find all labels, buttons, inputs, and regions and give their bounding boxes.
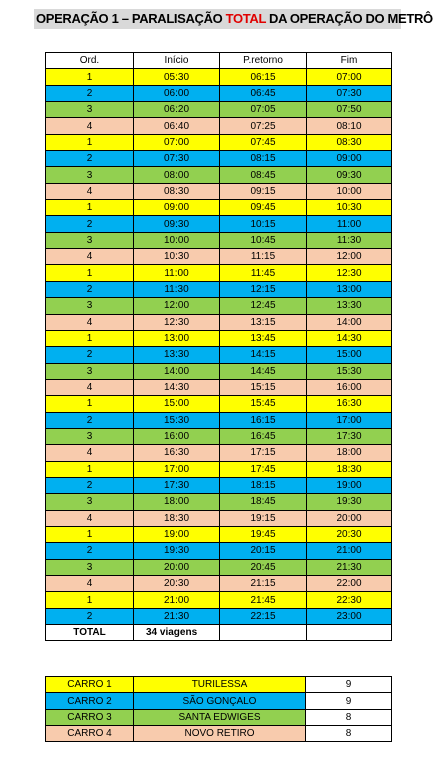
cell-ord: 3 xyxy=(46,298,134,314)
cell-retorno: 15:15 xyxy=(220,379,307,395)
car-name: CARRO 3 xyxy=(46,709,134,725)
cell-inicio: 17:30 xyxy=(134,477,220,493)
table-row xyxy=(46,102,392,118)
car-location: SANTA EDWIGES xyxy=(134,709,306,725)
empty-cell xyxy=(307,625,392,641)
cell-retorno: 22:15 xyxy=(220,608,307,624)
table-row xyxy=(46,576,392,592)
cell-inicio: 16:30 xyxy=(134,445,220,461)
cell-inicio: 06:00 xyxy=(134,85,220,101)
cell-inicio: 11:30 xyxy=(134,281,220,297)
cell-retorno: 06:45 xyxy=(220,85,307,101)
cell-retorno: 14:15 xyxy=(220,347,307,363)
table-row xyxy=(46,412,392,428)
cell-fim: 15:30 xyxy=(307,363,392,379)
cell-fim: 13:00 xyxy=(307,281,392,297)
cell-retorno: 21:15 xyxy=(220,576,307,592)
page-title xyxy=(34,9,433,29)
table-row xyxy=(46,69,392,85)
cell-inicio: 06:20 xyxy=(134,102,220,118)
cell-retorno: 10:45 xyxy=(220,232,307,248)
cell-fim: 18:00 xyxy=(307,445,392,461)
cell-retorno: 18:45 xyxy=(220,494,307,510)
table-row xyxy=(46,477,392,493)
table-row xyxy=(46,608,392,624)
cell-fim: 21:30 xyxy=(307,559,392,575)
cell-fim: 07:50 xyxy=(307,102,392,118)
cell-fim: 09:30 xyxy=(307,167,392,183)
table-row xyxy=(46,363,392,379)
cell-fim: 20:30 xyxy=(307,526,392,542)
cell-inicio: 20:00 xyxy=(134,559,220,575)
cell-ord: 4 xyxy=(46,510,134,526)
cell-inicio: 14:30 xyxy=(134,379,220,395)
table-row xyxy=(46,347,392,363)
cell-inicio: 16:00 xyxy=(134,428,220,444)
cell-inicio: 20:30 xyxy=(134,576,220,592)
table-row xyxy=(46,183,392,199)
cars-table xyxy=(45,676,392,742)
cell-fim: 17:00 xyxy=(307,412,392,428)
car-trip-count: 8 xyxy=(306,709,392,725)
table-row xyxy=(46,249,392,265)
table-row xyxy=(46,526,392,542)
header-inicio: Início xyxy=(134,53,220,69)
cell-fim: 14:30 xyxy=(307,330,392,346)
title-highlight: TOTAL xyxy=(225,11,266,26)
cell-inicio: 06:40 xyxy=(134,118,220,134)
total-label: TOTAL xyxy=(46,625,134,641)
table-row xyxy=(46,216,392,232)
cell-retorno: 08:15 xyxy=(220,151,307,167)
cell-ord: 3 xyxy=(46,559,134,575)
table-row xyxy=(46,592,392,608)
cell-ord: 1 xyxy=(46,461,134,477)
table-row xyxy=(46,281,392,297)
cell-fim: 07:00 xyxy=(307,69,392,85)
table-row xyxy=(46,118,392,134)
cell-inicio: 17:00 xyxy=(134,461,220,477)
cell-fim: 12:00 xyxy=(307,249,392,265)
table-row xyxy=(46,396,392,412)
cell-ord: 2 xyxy=(46,216,134,232)
cell-ord: 4 xyxy=(46,445,134,461)
cell-inicio: 19:00 xyxy=(134,526,220,542)
cell-ord: 4 xyxy=(46,379,134,395)
cell-fim: 10:30 xyxy=(307,200,392,216)
empty-cell xyxy=(220,625,307,641)
cell-ord: 1 xyxy=(46,200,134,216)
cell-fim: 11:00 xyxy=(307,216,392,232)
table-row xyxy=(46,379,392,395)
cell-fim: 21:00 xyxy=(307,543,392,559)
table-row xyxy=(46,298,392,314)
car-row xyxy=(46,677,392,693)
cell-ord: 4 xyxy=(46,183,134,199)
cell-retorno: 20:15 xyxy=(220,543,307,559)
cell-retorno: 08:45 xyxy=(220,167,307,183)
cell-ord: 1 xyxy=(46,265,134,281)
car-trip-count: 9 xyxy=(306,693,392,709)
cell-ord: 4 xyxy=(46,576,134,592)
cell-ord: 1 xyxy=(46,396,134,412)
cell-ord: 2 xyxy=(46,608,134,624)
table-row xyxy=(46,543,392,559)
cell-ord: 2 xyxy=(46,543,134,559)
cell-ord: 3 xyxy=(46,102,134,118)
table-row xyxy=(46,200,392,216)
car-row xyxy=(46,693,392,709)
car-trip-count: 9 xyxy=(306,677,392,693)
cell-fim: 08:10 xyxy=(307,118,392,134)
cell-inicio: 11:00 xyxy=(134,265,220,281)
table-row xyxy=(46,330,392,346)
cell-retorno: 14:45 xyxy=(220,363,307,379)
table-row xyxy=(46,428,392,444)
table-row xyxy=(46,461,392,477)
cell-ord: 3 xyxy=(46,428,134,444)
cell-retorno: 13:45 xyxy=(220,330,307,346)
table-row xyxy=(46,314,392,330)
cell-ord: 1 xyxy=(46,69,134,85)
cell-ord: 1 xyxy=(46,592,134,608)
total-value: 34 viagens xyxy=(134,625,220,641)
table-row xyxy=(46,510,392,526)
cell-retorno: 17:15 xyxy=(220,445,307,461)
car-trip-count: 8 xyxy=(306,726,392,742)
table-row xyxy=(46,232,392,248)
cell-inicio: 07:30 xyxy=(134,151,220,167)
cell-ord: 3 xyxy=(46,167,134,183)
table-row xyxy=(46,494,392,510)
cell-retorno: 17:45 xyxy=(220,461,307,477)
title-part-1: OPERAÇÃO 1 – PARALISAÇÃO xyxy=(36,11,226,26)
cell-fim: 20:00 xyxy=(307,510,392,526)
cell-fim: 17:30 xyxy=(307,428,392,444)
cell-retorno: 21:45 xyxy=(220,592,307,608)
table-row xyxy=(46,134,392,150)
cell-inicio: 12:30 xyxy=(134,314,220,330)
car-location: SÃO GONÇALO xyxy=(134,693,306,709)
cell-inicio: 21:30 xyxy=(134,608,220,624)
header-fim: Fim xyxy=(307,53,392,69)
cell-inicio: 13:00 xyxy=(134,330,220,346)
cell-inicio: 18:00 xyxy=(134,494,220,510)
cell-inicio: 15:30 xyxy=(134,412,220,428)
cell-retorno: 12:45 xyxy=(220,298,307,314)
cell-inicio: 08:00 xyxy=(134,167,220,183)
cell-retorno: 11:15 xyxy=(220,249,307,265)
cell-ord: 4 xyxy=(46,249,134,265)
table-row xyxy=(46,559,392,575)
cell-retorno: 06:15 xyxy=(220,69,307,85)
cell-retorno: 09:15 xyxy=(220,183,307,199)
table-row xyxy=(46,445,392,461)
cell-fim: 19:00 xyxy=(307,477,392,493)
header-ord: Ord. xyxy=(46,53,134,69)
cell-fim: 22:30 xyxy=(307,592,392,608)
cell-ord: 1 xyxy=(46,526,134,542)
cell-ord: 1 xyxy=(46,134,134,150)
car-location: TURILESSA xyxy=(134,677,306,693)
cell-fim: 22:00 xyxy=(307,576,392,592)
cell-ord: 3 xyxy=(46,363,134,379)
cell-inicio: 07:00 xyxy=(134,134,220,150)
cell-ord: 4 xyxy=(46,314,134,330)
cell-inicio: 09:00 xyxy=(134,200,220,216)
cell-inicio: 12:00 xyxy=(134,298,220,314)
table-row xyxy=(46,265,392,281)
cell-retorno: 18:15 xyxy=(220,477,307,493)
cell-ord: 3 xyxy=(46,494,134,510)
table-row xyxy=(46,167,392,183)
header-row xyxy=(46,53,392,69)
cell-fim: 16:00 xyxy=(307,379,392,395)
table-row xyxy=(46,85,392,101)
car-name: CARRO 1 xyxy=(46,677,134,693)
cell-ord: 3 xyxy=(46,232,134,248)
cell-ord: 2 xyxy=(46,151,134,167)
cell-retorno: 07:05 xyxy=(220,102,307,118)
cell-fim: 11:30 xyxy=(307,232,392,248)
cell-retorno: 12:15 xyxy=(220,281,307,297)
cell-retorno: 11:45 xyxy=(220,265,307,281)
cell-inicio: 14:00 xyxy=(134,363,220,379)
cell-inicio: 13:30 xyxy=(134,347,220,363)
car-row xyxy=(46,709,392,725)
cell-inicio: 21:00 xyxy=(134,592,220,608)
cell-retorno: 16:45 xyxy=(220,428,307,444)
cell-fim: 23:00 xyxy=(307,608,392,624)
cell-retorno: 09:45 xyxy=(220,200,307,216)
cell-ord: 2 xyxy=(46,281,134,297)
cell-retorno: 13:15 xyxy=(220,314,307,330)
cell-fim: 09:00 xyxy=(307,151,392,167)
cell-retorno: 07:25 xyxy=(220,118,307,134)
cell-fim: 15:00 xyxy=(307,347,392,363)
car-location: NOVO RETIRO xyxy=(134,726,306,742)
cell-ord: 1 xyxy=(46,330,134,346)
cell-ord: 2 xyxy=(46,412,134,428)
cell-ord: 2 xyxy=(46,85,134,101)
cell-fim: 07:30 xyxy=(307,85,392,101)
cell-retorno: 20:45 xyxy=(220,559,307,575)
cell-ord: 2 xyxy=(46,477,134,493)
cell-inicio: 09:30 xyxy=(134,216,220,232)
cell-inicio: 05:30 xyxy=(134,69,220,85)
cell-inicio: 19:30 xyxy=(134,543,220,559)
cell-fim: 18:30 xyxy=(307,461,392,477)
cell-retorno: 07:45 xyxy=(220,134,307,150)
cell-fim: 16:30 xyxy=(307,396,392,412)
cell-inicio: 10:00 xyxy=(134,232,220,248)
cell-inicio: 10:30 xyxy=(134,249,220,265)
cell-fim: 10:00 xyxy=(307,183,392,199)
cell-fim: 08:30 xyxy=(307,134,392,150)
cell-fim: 19:30 xyxy=(307,494,392,510)
table-row xyxy=(46,151,392,167)
cell-retorno: 10:15 xyxy=(220,216,307,232)
cell-ord: 4 xyxy=(46,118,134,134)
cell-ord: 2 xyxy=(46,347,134,363)
cell-retorno: 19:45 xyxy=(220,526,307,542)
car-name: CARRO 2 xyxy=(46,693,134,709)
cell-retorno: 16:15 xyxy=(220,412,307,428)
car-row xyxy=(46,726,392,742)
header-retorno: P.retorno xyxy=(220,53,307,69)
schedule-table xyxy=(45,52,392,641)
total-row xyxy=(46,625,392,641)
title-part-2: DA OPERAÇÃO DO METRÔ xyxy=(265,11,433,26)
cell-retorno: 15:45 xyxy=(220,396,307,412)
cell-inicio: 15:00 xyxy=(134,396,220,412)
cell-retorno: 19:15 xyxy=(220,510,307,526)
cell-fim: 13:30 xyxy=(307,298,392,314)
cell-fim: 12:30 xyxy=(307,265,392,281)
cell-inicio: 18:30 xyxy=(134,510,220,526)
cell-fim: 14:00 xyxy=(307,314,392,330)
car-name: CARRO 4 xyxy=(46,726,134,742)
cell-inicio: 08:30 xyxy=(134,183,220,199)
